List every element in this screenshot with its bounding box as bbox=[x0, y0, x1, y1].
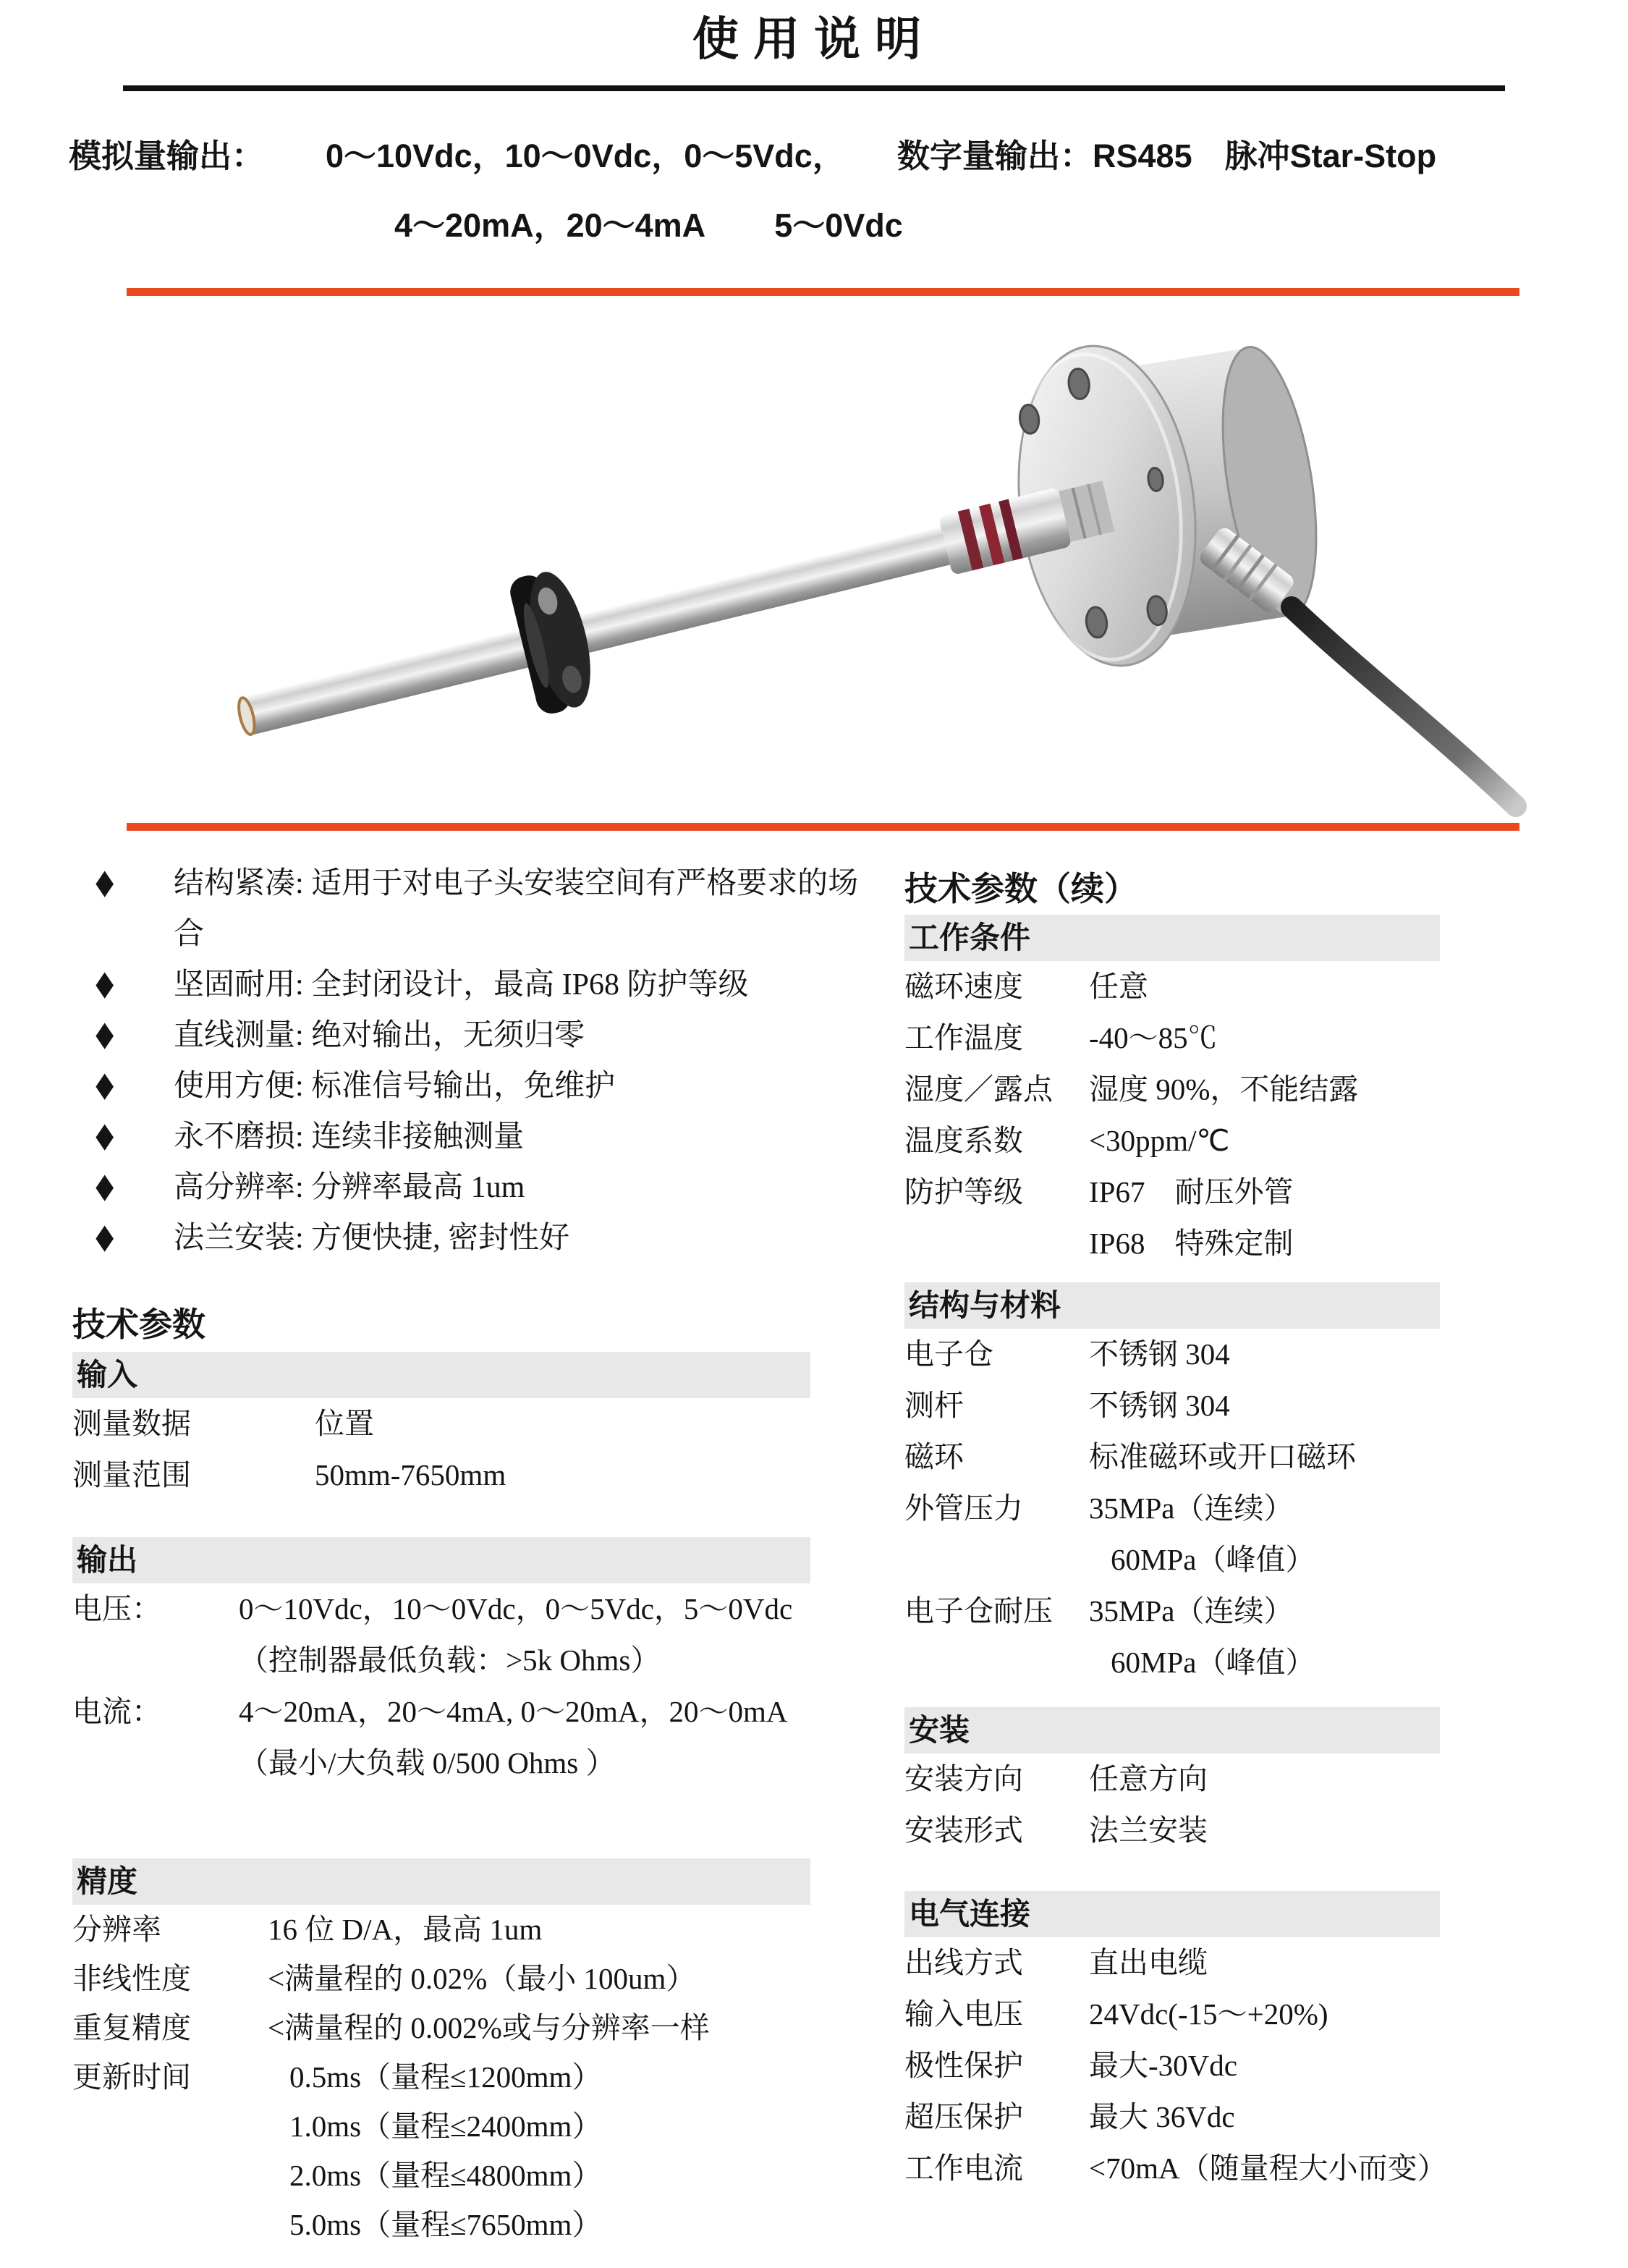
row-value: <30ppm/℃ bbox=[1089, 1124, 1230, 1157]
feature-text: 使用方便: 标准信号输出，免维护 bbox=[174, 1070, 616, 1103]
row-label: 电压： bbox=[72, 1592, 161, 1625]
divider-top bbox=[127, 288, 1519, 296]
table-row bbox=[904, 1483, 1556, 1534]
row-value: 0.5ms（量程≤1200mm） bbox=[289, 2060, 602, 2094]
row-value: 任意 bbox=[1089, 970, 1148, 1003]
output-summary-row-2 bbox=[69, 207, 1628, 245]
section-header-electrical: 电气连接 bbox=[904, 1891, 1440, 1937]
row-value: 最大-30Vdc bbox=[1089, 2049, 1237, 2082]
row-value: IP67 耐压外管 bbox=[1089, 1175, 1294, 1209]
section-header-mounting: 安装 bbox=[904, 1707, 1440, 1753]
feature-item bbox=[72, 1010, 876, 1061]
row-value: 5.0ms（量程≤7650mm） bbox=[289, 2208, 602, 2241]
feature-text: 结构紧凑: 适用于对电子头安装空间有严格要求的场合 bbox=[174, 867, 859, 951]
row-label bbox=[72, 1635, 239, 1686]
row-label: 湿度／露点 bbox=[904, 1072, 1053, 1106]
right-column bbox=[904, 831, 1556, 2194]
row-value: <70mA（随量程大小而变） bbox=[1089, 2151, 1447, 2185]
row-value: 最大 36Vdc bbox=[1089, 2100, 1235, 2133]
section-header-conditions: 工作条件 bbox=[904, 915, 1440, 961]
row-label: 更新时间 bbox=[72, 2060, 191, 2094]
section-header-input: 输入 bbox=[72, 1352, 810, 1398]
row-label: 测杆 bbox=[904, 1389, 964, 1422]
table-row bbox=[72, 1954, 876, 2003]
row-label: 电流： bbox=[72, 1695, 161, 1728]
table-row bbox=[904, 1753, 1556, 1805]
table-row bbox=[904, 2040, 1556, 2091]
row-label: 出线方式 bbox=[904, 1946, 1023, 1979]
table-row bbox=[904, 961, 1556, 1012]
row-label: 磁环 bbox=[904, 1440, 964, 1473]
table-row bbox=[904, 1805, 1556, 1856]
left-column bbox=[72, 831, 876, 2249]
row-label: 重复精度 bbox=[72, 2011, 191, 2044]
row-value: 4～20mA，20～4mA, 0～20mA，20～0mA bbox=[239, 1695, 788, 1728]
feature-item bbox=[72, 1112, 876, 1162]
row-value: 位置 bbox=[315, 1407, 374, 1440]
row-label: 工作温度 bbox=[904, 1021, 1023, 1054]
row-label: 电子仓耐压 bbox=[904, 1594, 1053, 1628]
feature-text: 法兰安装: 方便快捷, 密封性好 bbox=[174, 1222, 570, 1255]
row-value: 60MPa（峰值） bbox=[1111, 1543, 1315, 1576]
feature-text: 永不磨损: 连续非接触测量 bbox=[174, 1120, 525, 1154]
analog-output-label: 模拟量输出： bbox=[69, 137, 265, 174]
table-row bbox=[72, 1905, 876, 1954]
section-header-materials: 结构与材料 bbox=[904, 1282, 1440, 1329]
row-value: 50mm-7650mm bbox=[315, 1458, 506, 1491]
diamond-bullet-icon: ◆ bbox=[96, 1217, 114, 1256]
diamond-bullet-icon: ◆ bbox=[96, 1116, 114, 1155]
table-row bbox=[904, 1167, 1556, 1218]
table-row bbox=[904, 1989, 1556, 2040]
row-label bbox=[72, 1738, 239, 1789]
row-label bbox=[72, 2151, 268, 2200]
feature-text: 直线测量: 绝对输出，无须归零 bbox=[174, 1019, 585, 1052]
row-label: 非线性度 bbox=[72, 1962, 191, 1995]
section-header-output: 输出 bbox=[72, 1537, 810, 1583]
row-value: 60MPa（峰值） bbox=[1111, 1646, 1315, 1679]
cable bbox=[1292, 607, 1516, 806]
feature-item bbox=[72, 1061, 876, 1112]
table-row bbox=[72, 1583, 876, 1635]
row-value: 不锈钢 304 bbox=[1089, 1337, 1230, 1371]
table-row bbox=[72, 1635, 876, 1686]
row-label: 测量范围 bbox=[72, 1458, 191, 1491]
feature-item bbox=[72, 1213, 876, 1264]
row-value: 35MPa（连续） bbox=[1089, 1594, 1294, 1628]
row-label: 磁环速度 bbox=[904, 970, 1023, 1003]
row-value: IP68 特殊定制 bbox=[1089, 1227, 1294, 1260]
feature-item bbox=[72, 1162, 876, 1213]
row-label: 外管压力 bbox=[904, 1491, 1023, 1525]
row-value: 湿度 90%，不能结露 bbox=[1089, 1072, 1359, 1106]
table-row bbox=[72, 1398, 876, 1450]
analog-output-values-2b: 5～0Vdc bbox=[774, 207, 903, 244]
feature-list bbox=[72, 858, 876, 1264]
diamond-bullet-icon: ◆ bbox=[96, 863, 114, 902]
table-row bbox=[904, 1218, 1556, 1269]
tech-params-title: 技术参数 bbox=[72, 1306, 205, 1343]
table-row bbox=[904, 1431, 1556, 1483]
output-summary bbox=[69, 137, 1628, 245]
diamond-bullet-icon: ◆ bbox=[96, 1167, 114, 1206]
output-summary-row-1 bbox=[69, 137, 1628, 175]
divider-middle bbox=[127, 823, 1519, 831]
row-value: 16 位 D/A，最高 1um bbox=[268, 1913, 543, 1946]
table-row bbox=[904, 1115, 1556, 1167]
row-value: <满量程的 0.002%或与分辨率一样 bbox=[268, 2011, 710, 2044]
diamond-bullet-icon: ◆ bbox=[96, 964, 114, 1003]
content-columns bbox=[72, 831, 1556, 2249]
row-label: 输入电压 bbox=[904, 1997, 1023, 2031]
feature-item bbox=[72, 858, 876, 960]
feature-item bbox=[72, 960, 876, 1010]
row-label bbox=[904, 1534, 1089, 1586]
table-row bbox=[72, 2052, 876, 2102]
feature-text: 高分辨率: 分辨率最高 1um bbox=[174, 1171, 525, 1204]
table-row bbox=[904, 1380, 1556, 1431]
row-value: 35MPa（连续） bbox=[1089, 1491, 1294, 1525]
feature-text: 坚固耐用: 全封闭设计，最高 IP68 防护等级 bbox=[174, 968, 749, 1002]
row-value: <满量程的 0.02%（最小 100um） bbox=[268, 1962, 696, 1995]
row-label bbox=[904, 1637, 1089, 1688]
row-value: 标准磁环或开口磁环 bbox=[1089, 1440, 1356, 1473]
row-label: 安装方向 bbox=[904, 1762, 1023, 1795]
row-value: （最小/大负载 0/500 Ohms ） bbox=[239, 1746, 616, 1780]
row-value: 2.0ms（量程≤4800mm） bbox=[289, 2159, 602, 2192]
analog-output-values: 0～10Vdc，10～0Vdc，0～5Vdc， bbox=[326, 137, 845, 174]
table-row bbox=[72, 2151, 876, 2200]
table-row bbox=[72, 2200, 876, 2249]
table-row bbox=[904, 1064, 1556, 1115]
row-value: 直出电缆 bbox=[1089, 1946, 1208, 1979]
tech-params-continued-title: 技术参数（续） bbox=[904, 870, 1137, 907]
table-row bbox=[72, 2003, 876, 2052]
row-value: （控制器最低负载：>5k Ohms） bbox=[239, 1643, 661, 1677]
table-row bbox=[72, 1686, 876, 1738]
table-row bbox=[904, 1534, 1556, 1586]
row-label bbox=[904, 1218, 1089, 1269]
row-value: 0～10Vdc，10～0Vdc，0～5Vdc，5～0Vdc bbox=[239, 1592, 793, 1625]
row-label: 极性保护 bbox=[904, 2049, 1023, 2082]
diamond-bullet-icon: ◆ bbox=[96, 1015, 114, 1054]
row-label: 温度系数 bbox=[904, 1124, 1023, 1157]
title-underline bbox=[123, 85, 1505, 91]
row-label bbox=[72, 2102, 268, 2151]
row-value: 1.0ms（量程≤2400mm） bbox=[289, 2110, 602, 2143]
analog-output-values-2: 4～20mA，20～4mA bbox=[394, 207, 706, 244]
table-row bbox=[72, 2102, 876, 2151]
diamond-bullet-icon: ◆ bbox=[96, 1065, 114, 1104]
row-label: 测量数据 bbox=[72, 1407, 191, 1440]
row-value: 法兰安装 bbox=[1089, 1814, 1208, 1847]
row-value: 任意方向 bbox=[1089, 1762, 1208, 1795]
row-label: 分辨率 bbox=[72, 1913, 161, 1946]
row-value: -40～85℃ bbox=[1089, 1021, 1218, 1054]
row-label: 工作电流 bbox=[904, 2151, 1023, 2185]
table-row bbox=[904, 1329, 1556, 1380]
row-label bbox=[72, 2200, 268, 2249]
row-label: 防护等级 bbox=[904, 1175, 1023, 1209]
page-title: 使用说明 bbox=[692, 13, 936, 65]
row-value: 24Vdc(-15～+20%) bbox=[1089, 1997, 1328, 2031]
digital-output-spec: 数字量输出：RS485 脉冲Star-Stop bbox=[897, 137, 1437, 174]
table-row bbox=[904, 1586, 1556, 1637]
row-label: 电子仓 bbox=[904, 1337, 993, 1371]
product-photo bbox=[0, 296, 1628, 818]
table-row bbox=[72, 1738, 876, 1789]
table-row bbox=[904, 1637, 1556, 1688]
table-row bbox=[904, 1937, 1556, 1989]
table-row bbox=[904, 2091, 1556, 2143]
row-value: 不锈钢 304 bbox=[1089, 1389, 1230, 1422]
section-header-accuracy: 精度 bbox=[72, 1858, 810, 1905]
table-row bbox=[904, 2143, 1556, 2194]
table-row bbox=[904, 1012, 1556, 1064]
row-label: 安装形式 bbox=[904, 1814, 1023, 1847]
table-row bbox=[72, 1450, 876, 1501]
row-label: 超压保护 bbox=[904, 2100, 1023, 2133]
